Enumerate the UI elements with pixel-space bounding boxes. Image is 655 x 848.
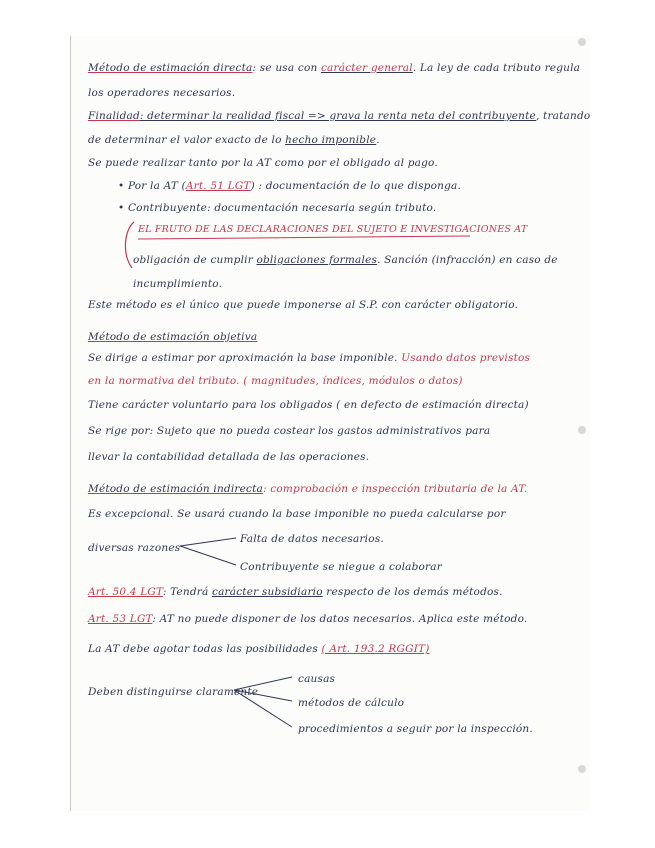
note-line-18: Método de estimación indirecta: comprobación e inspección tributaria de la AT. xyxy=(88,483,528,495)
branch-metodos: métodos de cálculo xyxy=(298,697,405,709)
bullet-dot-icon: • xyxy=(118,202,128,214)
note-line-23: Art. 53 LGT: AT no puede disponer de los datos necesarios. Aplica este método. xyxy=(88,613,528,625)
fork-line-lower xyxy=(180,546,236,565)
note-line-4: de determinar el valor exacto de lo hecho imponible. xyxy=(88,134,380,146)
bullet-at: • Por la AT (Art. 51 LGT) : documentación de lo que disponga. xyxy=(118,180,462,192)
heading-indirect-method: Método de estimación indirecta xyxy=(88,483,264,495)
note-line-15: Tiene carácter voluntario para los obligados ( en defecto de estimación directa) xyxy=(88,399,529,411)
note-line-17: llevar la contabilidad detallada de las operaciones. xyxy=(88,451,370,463)
note-line-13: Se dirige a estimar por aproximación la base imponible. Usando datos previstos xyxy=(88,352,531,364)
branch-falta-datos: Falta de datos necesarios. xyxy=(240,533,384,545)
bullet-contribuyente: • Contribuyente: documentación necesaria según tributo. xyxy=(118,202,437,214)
heading-direct-method: Método de estimación directa xyxy=(88,62,253,74)
note-line-9: obligación de cumplir obligaciones formales. Sanción (infracción) en caso de xyxy=(133,254,558,266)
note-line-10: incumplimiento. xyxy=(133,278,223,290)
red-underline xyxy=(138,236,470,239)
note-line-3: Finalidad: determinar la realidad fiscal => grava la renta neta del contribuyente, tratando xyxy=(88,110,591,122)
note-line-20: diversas razones xyxy=(88,542,181,554)
highlight-general: carácter general xyxy=(320,62,413,74)
red-boxed-note: EL FRUTO DE LAS DECLARACIONES DEL SUJETO E INVESTIGACIONES AT xyxy=(138,224,528,235)
label-finalidad: Finalidad xyxy=(88,110,140,122)
note-line-11: Este método es el único que puede imponerse al S.P. con carácter obligatorio. xyxy=(88,299,519,311)
note-line-1: Método de estimación directa: se usa con carácter general. La ley de cada tributo regula xyxy=(88,62,581,74)
note-line-24: La AT debe agotar todas las posibilidades ( Art. 193.2 RGGIT) xyxy=(88,643,430,655)
note-line-5: Se puede realizar tanto por la AT como por el obligado al pago. xyxy=(88,157,438,169)
note-line-19: Es excepcional. Se usará cuando la base imponible no pueda calcularse por xyxy=(88,508,506,520)
fork-line-top xyxy=(234,677,292,690)
heading-objective-method: Método de estimación objetiva xyxy=(88,331,258,343)
red-bracket xyxy=(125,222,134,268)
note-line-22: Art. 50.4 LGT: Tendrá carácter subsidiario respecto de los demás métodos. xyxy=(88,586,503,598)
fork-line-upper xyxy=(180,538,236,546)
branch-causas: causas xyxy=(298,673,336,685)
branch-contribuyente: Contribuyente se niegue a colaborar xyxy=(240,561,442,573)
note-line-2: los operadores necesarios. xyxy=(88,87,236,99)
note-line-14: en la normativa del tributo. ( magnitudes, índices, módulos o datos) xyxy=(88,375,463,387)
note-line-16: Se rige por: Sujeto que no pueda costear los gastos administrativos para xyxy=(88,425,491,437)
note-line-25: Deben distinguirse claramente xyxy=(88,686,259,698)
branch-procedimientos: procedimientos a seguir por la inspección. xyxy=(298,723,533,735)
bullet-dot-icon: • xyxy=(118,180,128,192)
